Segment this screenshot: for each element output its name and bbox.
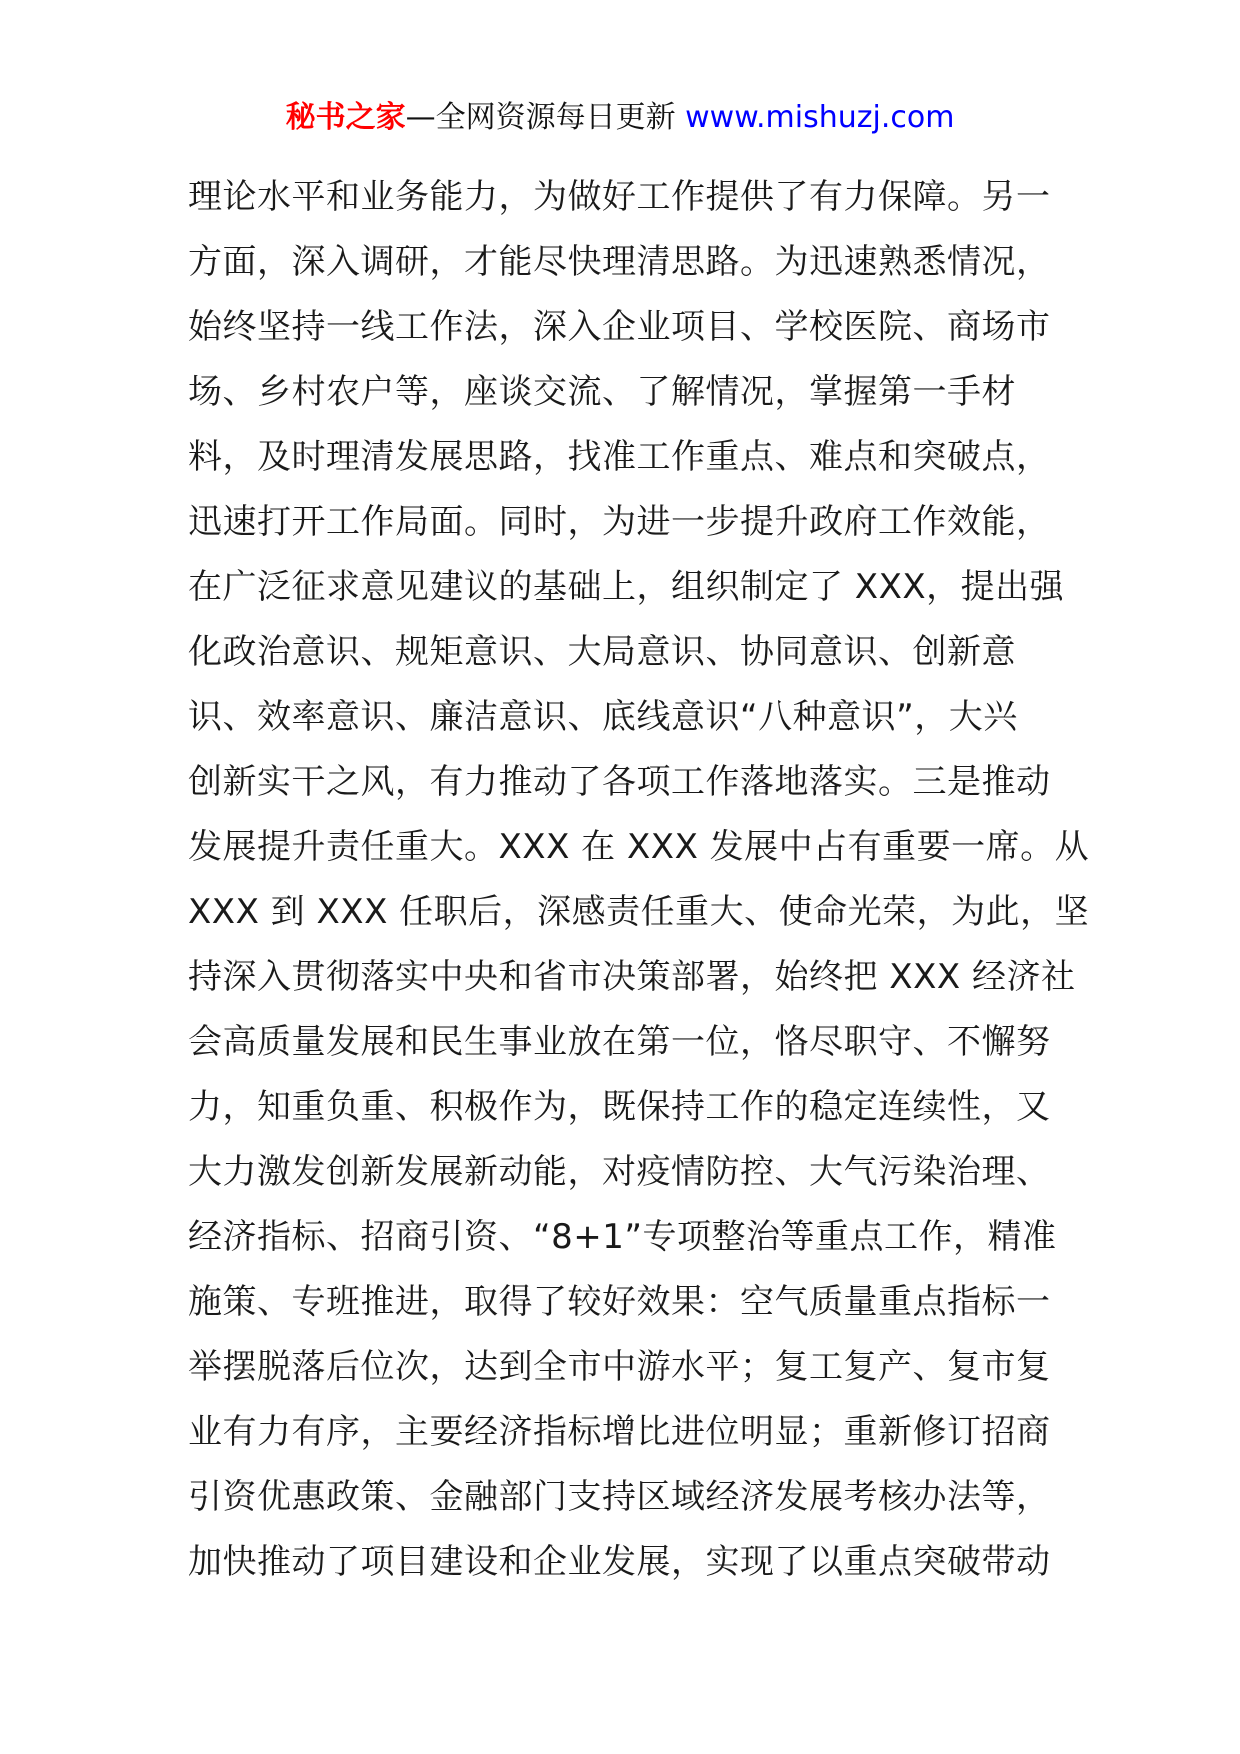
text-line: 会高质量发展和民生事业放在第一位，恪尽职守、不懈努	[188, 1022, 1051, 1062]
text-line: 始终坚持一线工作法，深入企业项目、学校医院、商场市	[188, 307, 1051, 347]
website-link[interactable]: www.mishuzj.com	[685, 100, 955, 135]
text-line: 在广泛征求意见建议的基础上，组织制定了 XXX，提出强	[188, 567, 1065, 607]
text-line: XXX 到 XXX 任职后，深感责任重大、使命光荣，为此，坚	[188, 892, 1090, 932]
text-line: 大力激发创新发展新动能，对疫情防控、大气污染治理、	[188, 1152, 1051, 1192]
brand-name: 秘书之家	[285, 100, 406, 135]
text-line: 创新实干之风，有力推动了各项工作落地落实。三是推动	[188, 762, 1051, 802]
page-header	[0, 98, 1240, 138]
text-line: 料，及时理清发展思路，找准工作重点、难点和突破点，	[188, 437, 1051, 477]
text-line: 发展提升责任重大。XXX 在 XXX 发展中占有重要一席。从	[188, 827, 1090, 867]
text-line: 举摆脱落后位次，达到全市中游水平；复工复产、复市复	[188, 1347, 1051, 1387]
text-line: 业有力有序，主要经济指标增比进位明显；重新修订招商	[188, 1412, 1051, 1452]
text-line: 加快推动了项目建设和企业发展，实现了以重点突破带动	[188, 1542, 1051, 1582]
text-line: 化政治意识、规矩意识、大局意识、协同意识、创新意	[188, 632, 1016, 672]
text-line: 识、效率意识、廉洁意识、底线意识“八种意识”，大兴	[188, 697, 1018, 737]
text-line: 持深入贯彻落实中央和省市决策部署，始终把 XXX 经济社	[188, 957, 1076, 997]
text-line: 迅速打开工作局面。同时，为进一步提升政府工作效能，	[188, 502, 1051, 542]
text-line: 引资优惠政策、金融部门支持区域经济发展考核办法等，	[188, 1477, 1051, 1517]
text-line: 场、乡村农户等，座谈交流、了解情况，掌握第一手材	[188, 372, 1016, 412]
header-slogan: —全网资源每日更新	[405, 100, 686, 135]
text-line: 施策、专班推进，取得了较好效果：空气质量重点指标一	[188, 1282, 1051, 1322]
text-line: 理论水平和业务能力，为做好工作提供了有力保障。另一	[188, 177, 1051, 217]
text-line: 经济指标、招商引资、“8+1”专项整治等重点工作，精准	[188, 1217, 1057, 1257]
text-line: 力，知重负重、积极作为，既保持工作的稳定连续性，又	[188, 1087, 1051, 1127]
text-line: 方面，深入调研，才能尽快理清思路。为迅速熟悉情况，	[188, 242, 1051, 282]
body-text	[188, 165, 1090, 1595]
